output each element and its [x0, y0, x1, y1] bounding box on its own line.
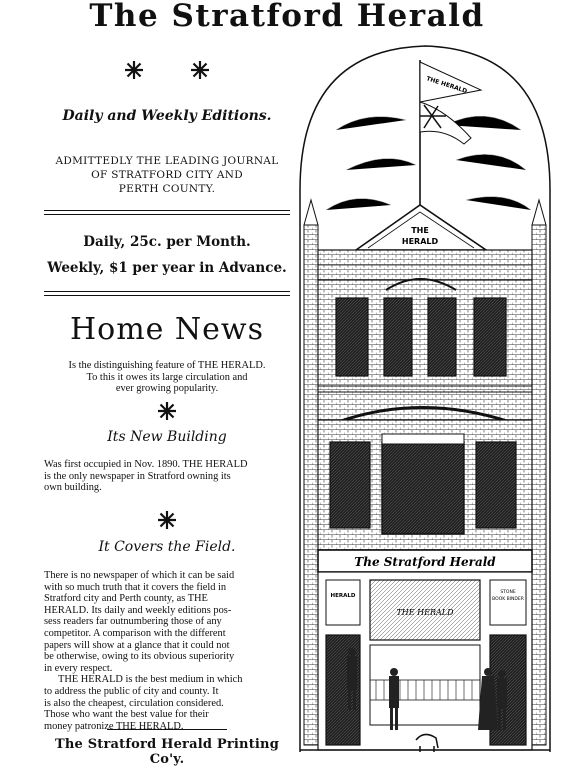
text-line: HERALD. Its daily and weekly editions pos-: [44, 604, 232, 616]
ornament-row: [44, 401, 290, 425]
flower-ornament-icon: [157, 401, 177, 421]
masthead-title: The Stratford Herald: [89, 0, 485, 34]
claim-line: ADMITTEDLY THE LEADING JOURNAL: [55, 155, 279, 167]
right-window-text: STONE: [500, 590, 516, 595]
herald-building-illustration: [296, 40, 554, 755]
sign-text: The Stratford Herald: [354, 555, 496, 569]
home-news-heading: Home News: [69, 312, 265, 347]
short-rule: [107, 729, 227, 730]
text-line: To this it owes its large circulation and: [86, 371, 248, 383]
text-line: There is no newspaper of which it can be said: [44, 570, 235, 581]
price-daily: Daily, 25c. per Month.: [83, 234, 251, 250]
text-line: ever growing popularity.: [115, 383, 219, 395]
claim-line: PERTH COUNTY.: [118, 183, 216, 195]
center-window-text: THE HERALD: [396, 608, 454, 617]
ornament-row: [44, 510, 290, 534]
text-line: sess readers far outnumbering those of any: [44, 616, 222, 628]
footer-imprint: The Stratford Herald Printing Co'y.: [54, 737, 279, 767]
left-window-text: HERALD: [330, 593, 356, 599]
gable-text: THE: [411, 226, 429, 235]
field-text: [44, 570, 290, 732]
field-heading: It Covers the Field.: [98, 539, 236, 555]
text-line: Those who want the best value for their: [44, 709, 209, 721]
text-line: Was first occupied in Nov. 1890. THE HERALD: [44, 459, 248, 470]
price-weekly: Weekly, $1 per year in Advance.: [47, 260, 287, 276]
text-line: is the only newspaper in Stratford owning its: [44, 470, 231, 482]
text-line: own building.: [44, 482, 102, 494]
right-window-text: BOOK BINDER: [492, 597, 524, 602]
flower-ornament-icon: [190, 60, 210, 80]
flower-ornament-icon: [157, 510, 177, 530]
text-line: Stratford city and Perth county, as THE: [44, 593, 208, 605]
flag-text: THE HERALD: [425, 75, 468, 96]
text-line: be otherwise, owing to its obvious superiority: [44, 651, 235, 663]
text-line: THE HERALD is the best medium in which: [58, 674, 243, 686]
text-line: in every respect.: [44, 662, 113, 674]
ornament-row: [44, 60, 290, 84]
home-news-text: [44, 360, 290, 395]
flower-ornament-icon: [124, 60, 144, 80]
gable-text: HERALD: [401, 237, 439, 246]
text-line: Is the distinguishing feature of THE HERALD.: [68, 360, 266, 371]
second-floor-windows: [330, 442, 516, 534]
text-line: papers will show at a glance that it could not: [44, 639, 230, 651]
building-text: [44, 459, 290, 494]
text-line: to address the public of city and county. It: [44, 685, 219, 697]
text-line: is also the cheapest, circulation considered.: [44, 697, 224, 709]
text-line: competitor. A comparison with the different: [44, 627, 226, 639]
text-line: money patronize THE HERALD.: [44, 720, 184, 732]
double-rule: [44, 291, 290, 296]
editions-line: Daily and Weekly Editions.: [62, 108, 272, 124]
building-heading: Its New Building: [107, 429, 227, 445]
double-rule: [44, 210, 290, 215]
claim-line: OF STRATFORD CITY AND: [91, 169, 243, 181]
text-line: with so much truth that it covers the field in: [44, 581, 227, 593]
